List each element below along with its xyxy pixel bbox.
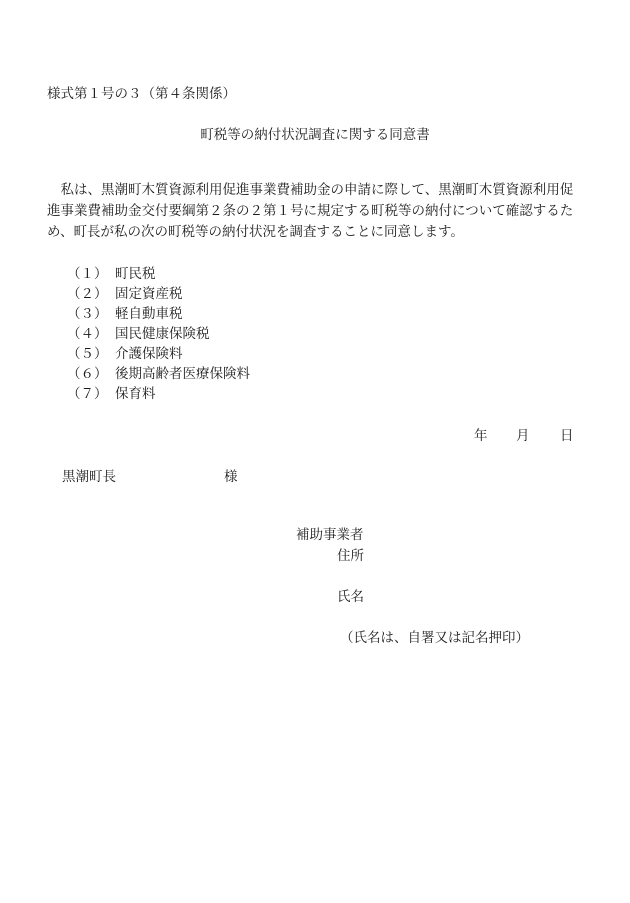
statement-line: め、町長が私の次の町税等の納付状況を調査することに同意します。	[47, 224, 464, 240]
item-label: 保育料	[115, 386, 156, 402]
date-year: 年	[474, 428, 488, 444]
item-number: （５）	[67, 346, 108, 362]
list-item	[67, 324, 250, 344]
date-day: 日	[560, 428, 574, 444]
item-number: （４）	[67, 326, 108, 342]
addressee-honorific: 様	[224, 469, 238, 485]
signature-note: （氏名は、自署又は記名押印）	[340, 630, 529, 646]
statement-line: 進事業費補助金交付要綱第２条の２第１号に規定する町税等の納付について確認するた	[47, 203, 574, 219]
list-item	[67, 384, 250, 404]
item-label: 固定資産税	[115, 286, 183, 302]
list-item	[67, 364, 250, 384]
list-item	[67, 284, 250, 304]
statement-line: 私は、黒潮町木質資源利用促進事業費補助金の申請に際して、黒潮町木質資源利用促	[47, 182, 574, 198]
item-number: （３）	[67, 306, 108, 322]
item-number: （７）	[67, 386, 108, 402]
item-label: 後期高齢者医療保険料	[115, 366, 250, 382]
form-number: 様式第１号の３（第４条関係）	[47, 86, 236, 102]
name-label: 氏名	[337, 589, 364, 605]
item-label: 国民健康保険税	[115, 326, 210, 342]
item-number: （２）	[67, 286, 108, 302]
date-line	[474, 424, 574, 444]
list-item	[67, 344, 250, 364]
item-label: 町民税	[115, 266, 156, 282]
tax-item-list	[67, 264, 250, 404]
addressee-name: 黒潮町長	[62, 469, 116, 485]
list-item	[67, 264, 250, 284]
item-number: （１）	[67, 266, 108, 282]
item-number: （６）	[67, 366, 108, 382]
document-title: 町税等の納付状況調査に関する同意書	[200, 127, 430, 143]
list-item	[67, 304, 250, 324]
applicant-label: 補助事業者	[296, 527, 364, 543]
consent-statement	[47, 180, 587, 243]
address-label: 住所	[337, 548, 364, 564]
addressee	[62, 465, 238, 485]
item-label: 軽自動車税	[115, 306, 183, 322]
date-month: 月	[516, 428, 530, 444]
item-label: 介護保険料	[115, 346, 183, 362]
